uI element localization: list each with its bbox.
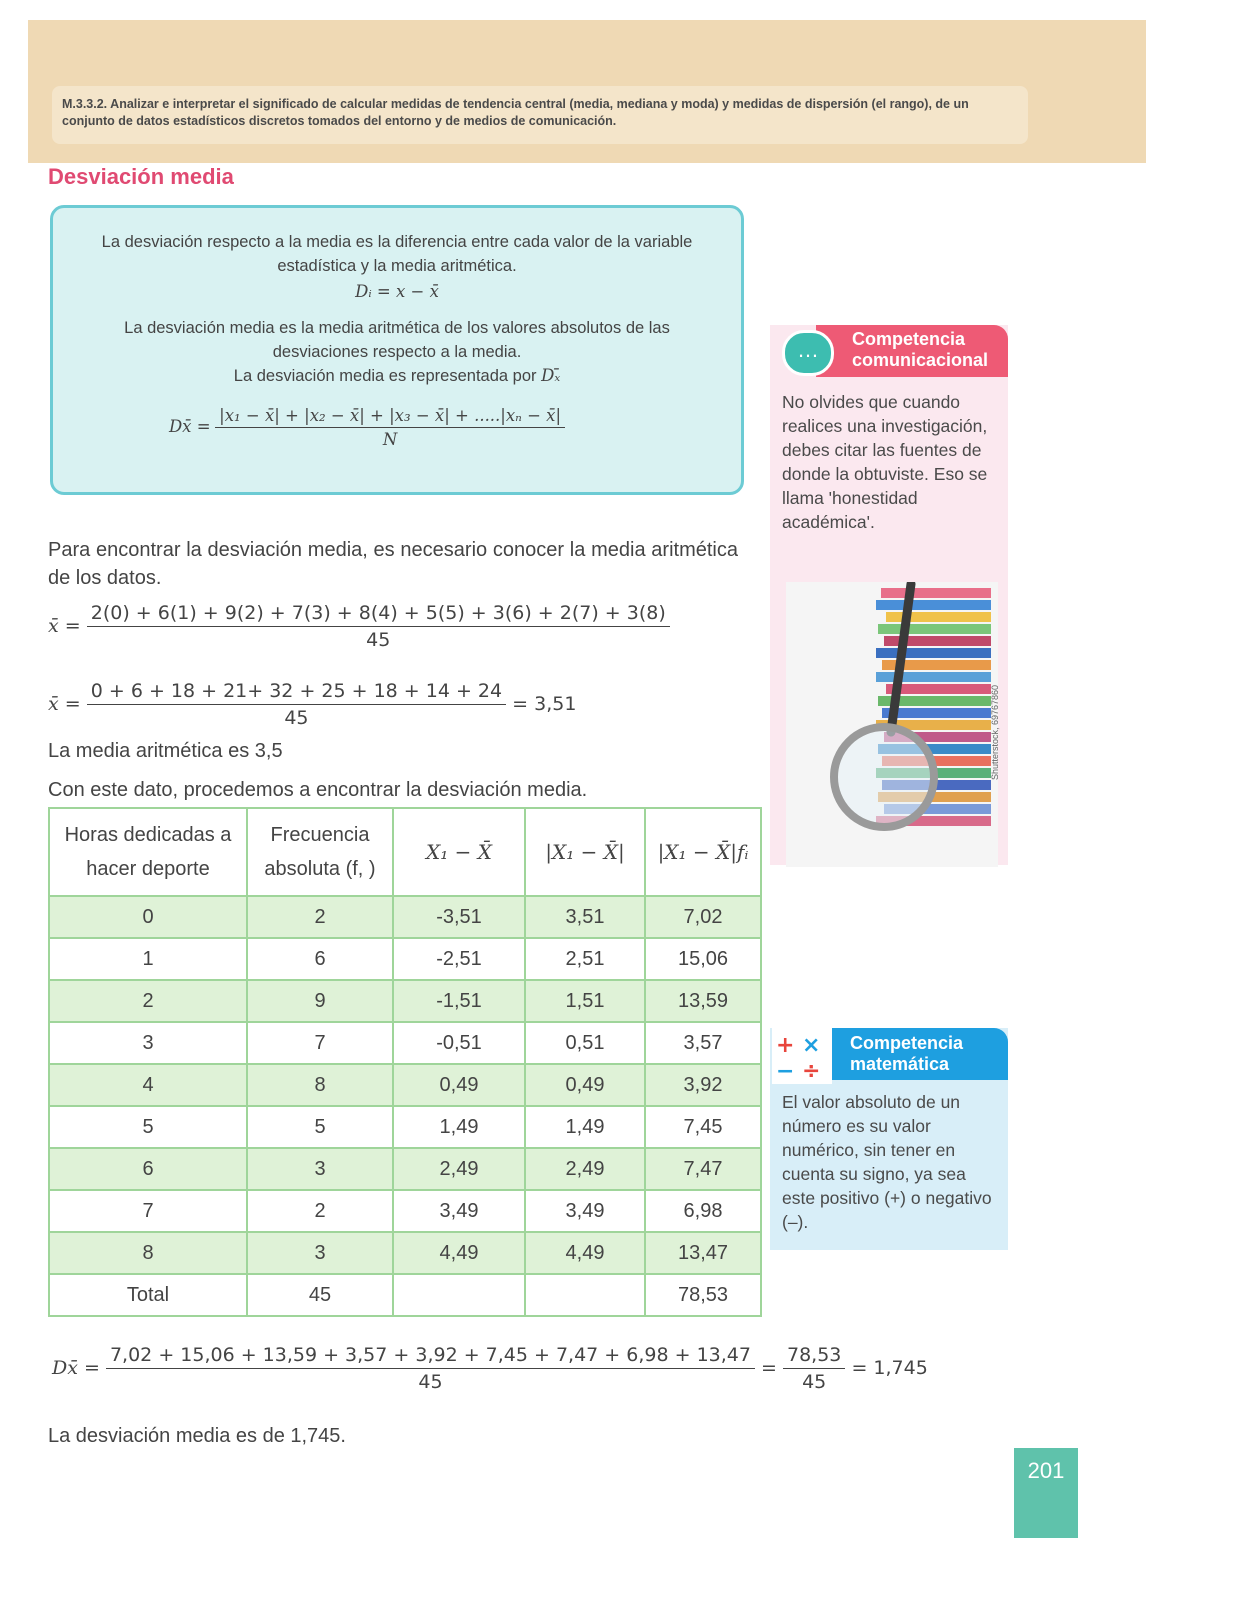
table-cell: 7,45 <box>645 1106 761 1148</box>
table-cell: 4,49 <box>525 1232 645 1274</box>
table-cell <box>393 1274 525 1316</box>
table-cell: 2 <box>247 1190 393 1232</box>
magnifying-glass-illustration <box>786 582 998 867</box>
photo-credit: Shutterstock, 69767860 <box>990 684 1000 780</box>
table-total-row <box>49 1274 761 1316</box>
table-cell: 0,51 <box>525 1022 645 1064</box>
mean-statement: La media aritmética es 3,5 <box>48 740 283 762</box>
mean-deviation-formula-denominator: N <box>382 430 398 449</box>
table-cell: 7,02 <box>645 896 761 938</box>
table-cell: -1,51 <box>393 980 525 1022</box>
table-cell: 6 <box>247 938 393 980</box>
page-number: 201 <box>1014 1448 1078 1538</box>
table-cell: 15,06 <box>645 938 761 980</box>
deviation-formula: Dᵢ = x − x̄ <box>355 282 439 301</box>
section-title: Desviación media <box>48 164 234 189</box>
sidebar-math-text: El valor absoluto de un número es su valor numérico, sin tener en cuenta su signo, ya sea este positivo (+) o negativo (–). <box>782 1092 992 1232</box>
table-row <box>49 1148 761 1190</box>
table-cell: 2 <box>247 896 393 938</box>
table-header-hours: Horas dedicadas a hacer deporte <box>49 808 247 896</box>
table-cell: Total <box>49 1274 247 1316</box>
table-header-abs-deviation: |X₁ − X̄| <box>525 808 645 896</box>
table-cell: -0,51 <box>393 1022 525 1064</box>
final-formula-lhs: Dx̄ = <box>52 1357 100 1379</box>
table-cell: 5 <box>49 1106 247 1148</box>
mean-formula-2 <box>48 680 576 729</box>
mean-deviation-formula-numerator: |x₁ − x̄| + |x₂ − x̄| + |x₃ − x̄| + .....|xₙ − x̄| <box>215 406 565 428</box>
mean-formula-2-numerator: 0 + 6 + 18 + 21+ 32 + 25 + 18 + 14 + 24 <box>87 680 506 705</box>
table-cell: 8 <box>247 1064 393 1106</box>
definition-text-2: La desviación media es la media aritmética de los valores absolutos de las desviaciones respecto a la media. <box>124 319 670 361</box>
table-cell: 8 <box>49 1232 247 1274</box>
mean-formula-1-denominator: 45 <box>366 629 391 651</box>
final-formula-denominator: 45 <box>418 1371 443 1393</box>
table-cell: 6,98 <box>645 1190 761 1232</box>
mean-deviation-formula-lhs: Dx̄ = <box>168 416 211 436</box>
table-cell: 3,49 <box>393 1190 525 1232</box>
table-cell: 7 <box>49 1190 247 1232</box>
curriculum-standard: M.3.3.2. Analizar e interpretar el significado de calcular medidas de tendencia central (media, mediana y moda) y medidas de dispersión (el rango), de un conjunto de datos estadísticos discretos tomados del entorno y de medios de comunicación. <box>52 86 1028 144</box>
table-cell: 78,53 <box>645 1274 761 1316</box>
table-cell: 13,47 <box>645 1232 761 1274</box>
table-cell: 45 <box>247 1274 393 1316</box>
table-cell: 0 <box>49 896 247 938</box>
math-operators-icon <box>772 1028 832 1084</box>
mean-deviation-formula <box>0 406 741 449</box>
table-cell: 0,49 <box>393 1064 525 1106</box>
definition-text-3 <box>53 364 741 388</box>
conclusion-text: La desviación media es de 1,745. <box>48 1425 346 1447</box>
table-row <box>49 896 761 938</box>
table-cell: 2,49 <box>525 1148 645 1190</box>
mean-formula-2-result: = 3,51 <box>512 693 577 715</box>
frequency-table <box>48 807 762 1317</box>
sidebar-communication-text: No olvides que cuando realices una investigación, debes citar las fuentes de donde la obtuviste. Eso se llama 'honestidad académica'. <box>782 392 988 532</box>
table-row <box>49 980 761 1022</box>
proceed-text: Con este dato, procedemos a encontrar la desviación media. <box>48 779 588 801</box>
table-cell: -2,51 <box>393 938 525 980</box>
table-cell: 2,49 <box>393 1148 525 1190</box>
table-cell: 3,51 <box>525 896 645 938</box>
table-cell: 1,49 <box>393 1106 525 1148</box>
table-cell: 2,51 <box>525 938 645 980</box>
magnifier-lens <box>834 727 934 827</box>
definition-text-3-label: La desviación media es representada por <box>233 367 537 385</box>
svg-text:+: + <box>776 1033 795 1058</box>
definition-text-1: La desviación respecto a la media es la diferencia entre cada valor de la variable estadística y la media aritmética. <box>101 233 693 275</box>
table-cell: 13,59 <box>645 980 761 1022</box>
table-cell: 0,49 <box>525 1064 645 1106</box>
table-row <box>49 1022 761 1064</box>
mean-formula-1 <box>48 602 670 651</box>
magnifying-glass-books-image <box>786 582 998 867</box>
table-cell: 3 <box>49 1022 247 1064</box>
table-cell: 9 <box>247 980 393 1022</box>
svg-text:×: × <box>802 1033 821 1058</box>
mean-deviation-symbol: Dₓ̄ <box>541 366 561 385</box>
table-row <box>49 1064 761 1106</box>
table-cell: 1 <box>49 938 247 980</box>
sidebar-math-title: Competencia matemática <box>828 1028 1008 1080</box>
table-row <box>49 1190 761 1232</box>
table-cell: 3,57 <box>645 1022 761 1064</box>
mean-formula-2-denominator: 45 <box>284 707 309 729</box>
table-cell: 1,51 <box>525 980 645 1022</box>
table-cell: 4 <box>49 1064 247 1106</box>
final-formula-numerator: 7,02 + 15,06 + 13,59 + 3,57 + 3,92 + 7,45 + 7,47 + 6,98 + 13,47 <box>106 1344 755 1369</box>
final-formula-numerator-2: 78,53 <box>783 1344 845 1369</box>
table-cell: 1,49 <box>525 1106 645 1148</box>
final-formula-denominator-2: 45 <box>802 1371 827 1393</box>
svg-text:÷: ÷ <box>802 1059 821 1084</box>
table-row <box>49 1106 761 1148</box>
mean-formula-2-lhs: x̄ = <box>48 693 81 715</box>
table-cell: 2 <box>49 980 247 1022</box>
mean-formula-1-numerator: 2(0) + 6(1) + 9(2) + 7(3) + 8(4) + 5(5) + 3(6) + 2(7) + 3(8) <box>87 602 670 627</box>
table-cell: 4,49 <box>393 1232 525 1274</box>
table-header-deviation: X₁ − X̄ <box>393 808 525 896</box>
table-body <box>49 896 761 1316</box>
table-row <box>49 938 761 980</box>
final-formula: Dx̄ = 7,02 + 15,06 + 13,59 + 3,57 + 3,92 + 7,45 + 7,47 + 6,98 + 13,47 45 = $\frac{78,53}{45}$ = 1,745 <box>52 1344 928 1393</box>
sidebar-communication-title: Competencia comunicacional <box>816 325 1008 377</box>
definition-box <box>50 205 744 495</box>
intro-text: Para encontrar la desviación media, es necesario conocer la media aritmética de los datos. <box>48 539 738 589</box>
svg-text:−: − <box>776 1059 795 1084</box>
table-cell <box>525 1274 645 1316</box>
table-header-weighted-abs-deviation: |X₁ − X̄|fᵢ <box>645 808 761 896</box>
table-cell: 5 <box>247 1106 393 1148</box>
table-cell: 3,92 <box>645 1064 761 1106</box>
table-cell: 7,47 <box>645 1148 761 1190</box>
speech-bubble-icon: … <box>782 330 834 376</box>
table-cell: 3 <box>247 1148 393 1190</box>
table-header-frequency: Frecuencia absoluta (f, ) <box>247 808 393 896</box>
table-row <box>49 1232 761 1274</box>
table-cell: 7 <box>247 1022 393 1064</box>
table-cell: 3 <box>247 1232 393 1274</box>
table-cell: 3,49 <box>525 1190 645 1232</box>
table-header-row <box>49 808 761 896</box>
mean-formula-1-lhs: x̄ = <box>48 615 81 637</box>
table-cell: -3,51 <box>393 896 525 938</box>
final-formula-result: = 1,745 <box>851 1357 928 1379</box>
table-cell: 6 <box>49 1148 247 1190</box>
